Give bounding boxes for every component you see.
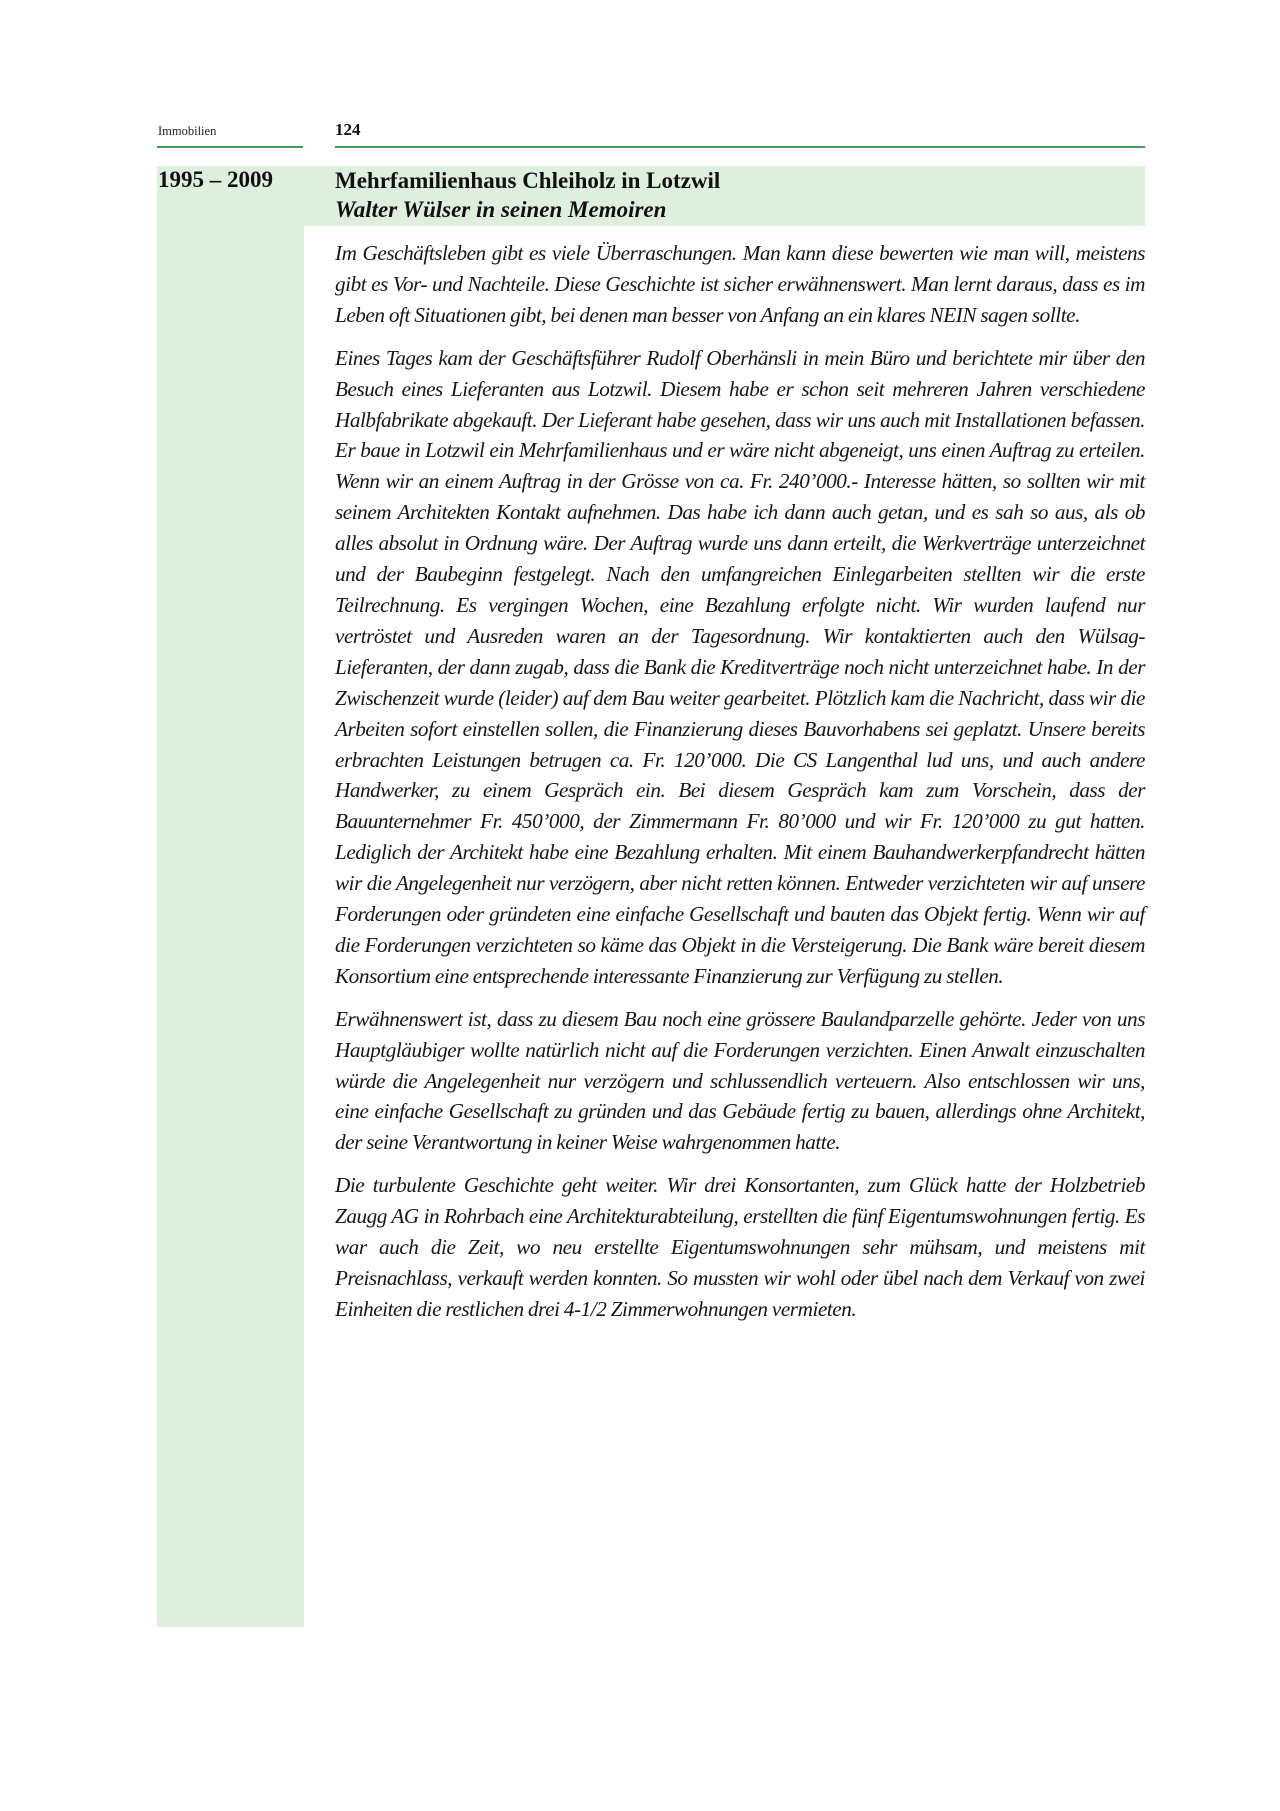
year-range: 1995 – 2009 bbox=[158, 167, 273, 192]
header-rule-left bbox=[157, 146, 303, 148]
article-title: Mehrfamilienhaus Chleiholz in Lotzwil bbox=[335, 168, 721, 193]
running-header-section: Immobilien bbox=[158, 124, 217, 138]
article-body bbox=[335, 238, 1145, 1337]
paragraph: Im Geschäftsleben gibt es viele Überraschungen. Man kann diese bewerten wie man will, meistens gibt es Vor- und Nachteile. Diese Geschichte ist sicher erwähnenswert. Man lernt daraus, dass es im Leben oft Situationen gibt, bei denen man besser von Anfang an ein klares NEIN sagen sollte. bbox=[335, 241, 1145, 327]
page-number: 124 bbox=[335, 120, 361, 139]
paragraph: Erwähnenswert ist, dass zu diesem Bau noch eine grössere Baulandparzelle gehörte. Jeder von uns Hauptgläubiger wollte natürlich nicht auf die Forderungen verzichten. Einen Anwalt einzuschalten würde die Angelegenheit nur verzögern und schlussendlich verteuern. Also entschlossen wir uns, eine einfache Gesellschaft zu gründen und das Gebäude fertig zu bauen, allerdings ohne Architekt, der seine Verantwortung in keiner Weise wahrgenommen hatte. bbox=[335, 1006, 1145, 1155]
paragraph: Die turbulente Geschichte geht weiter. Wir drei Konsortanten, zum Glück hatte der Holzbetrieb Zaugg AG in Rohrbach eine Architekturabteilung, erstellten die fünf Eigentumswohnungen fertig. Es war auch die Zeit, wo neu erstellte Eigentumswohnungen sehr mühsam, und meistens mit Preisnachlass, verkauft werden konnten. So mussten wir wohl oder übel nach dem Verkauf von zwei Einheiten die restlichen drei 4-1/2 Zimmerwohnungen vermieten. bbox=[335, 1173, 1145, 1321]
paragraph: Eines Tages kam der Geschäftsführer Rudolf Oberhänsli in mein Büro und berichtete mir über den Besuch eines Lieferanten aus Lotzwil. Diesem habe er schon seit mehreren Jahren verschiedene Halbfabrikate abgekauft. Der Lieferant habe gesehen, dass wir uns auch mit Installationen befassen. Er baue in Lotzwil ein Mehrfamilienhaus und er wäre nicht abgeneigt, uns einen Auftrag zu erteilen. Wenn wir an einem Auftrag in der Grösse von ca. Fr. 240’000.- Interesse hätten, so sollten wir mit seinem Architekten Kontakt aufnehmen. Das habe ich dann auch getan, und es sah so aus, als ob alles absolut in Ordnung wäre. Der Auftrag wurde uns dann erteilt, die Werkverträge unterzeichnet und der Baubeginn festgelegt. Nach den umfangreichen Einlegarbeiten stellten wir die erste Teilrechnung. Es vergingen Wochen, eine Bezahlung erfolgte nicht. Wir wurden laufend nur vertröstet und Ausreden waren an der Tagesordnung. Wir kontaktierten auch den Wülsag-Lieferanten, der dann zugab, dass die Bank die Kreditverträge noch nicht unterzeichnet habe. In der Zwischenzeit wurde (leider) auf dem Bau weiter gearbeitet. Plötzlich kam die Nachricht, dass wir die Arbeiten sofort einstellen sollen, die Finanzierung dieses Bauvorhabens sei geplatzt. Unsere bereits erbrachten Leistungen betrugen ca. Fr. 120’000. Die CS Langenthal lud uns, und auch andere Handwerker, zu einem Gespräch ein. Bei diesem Gespräch kam zum Vorschein, dass der Bauunternehmer Fr. 450’000, der Zimmermann Fr. 80’000 und wir Fr. 120’000 zu gut hatten. Lediglich der Architekt habe eine Bezahlung erhalten. Mit einem Bauhandwerkerpfandrecht hätten wir die Angelegenheit nur verzögern, aber nicht retten können. Entweder verzichteten wir auf unsere Forderungen oder gründeten eine einfache Gesellschaft und bauten das Objekt fertig. Wenn wir auf die Forderungen verzichteten so käme das Objekt in die Versteigerung. Die Bank wäre bereit diesem Konsortium eine entsprechende interessante Finanzierung zur Verfügung zu stellen. bbox=[335, 345, 1145, 988]
margin-column-band bbox=[157, 226, 304, 1627]
header-rule-right bbox=[335, 146, 1145, 148]
article-subtitle: Walter Wülser in seinen Memoiren bbox=[335, 197, 667, 222]
article-heading bbox=[335, 167, 1135, 224]
